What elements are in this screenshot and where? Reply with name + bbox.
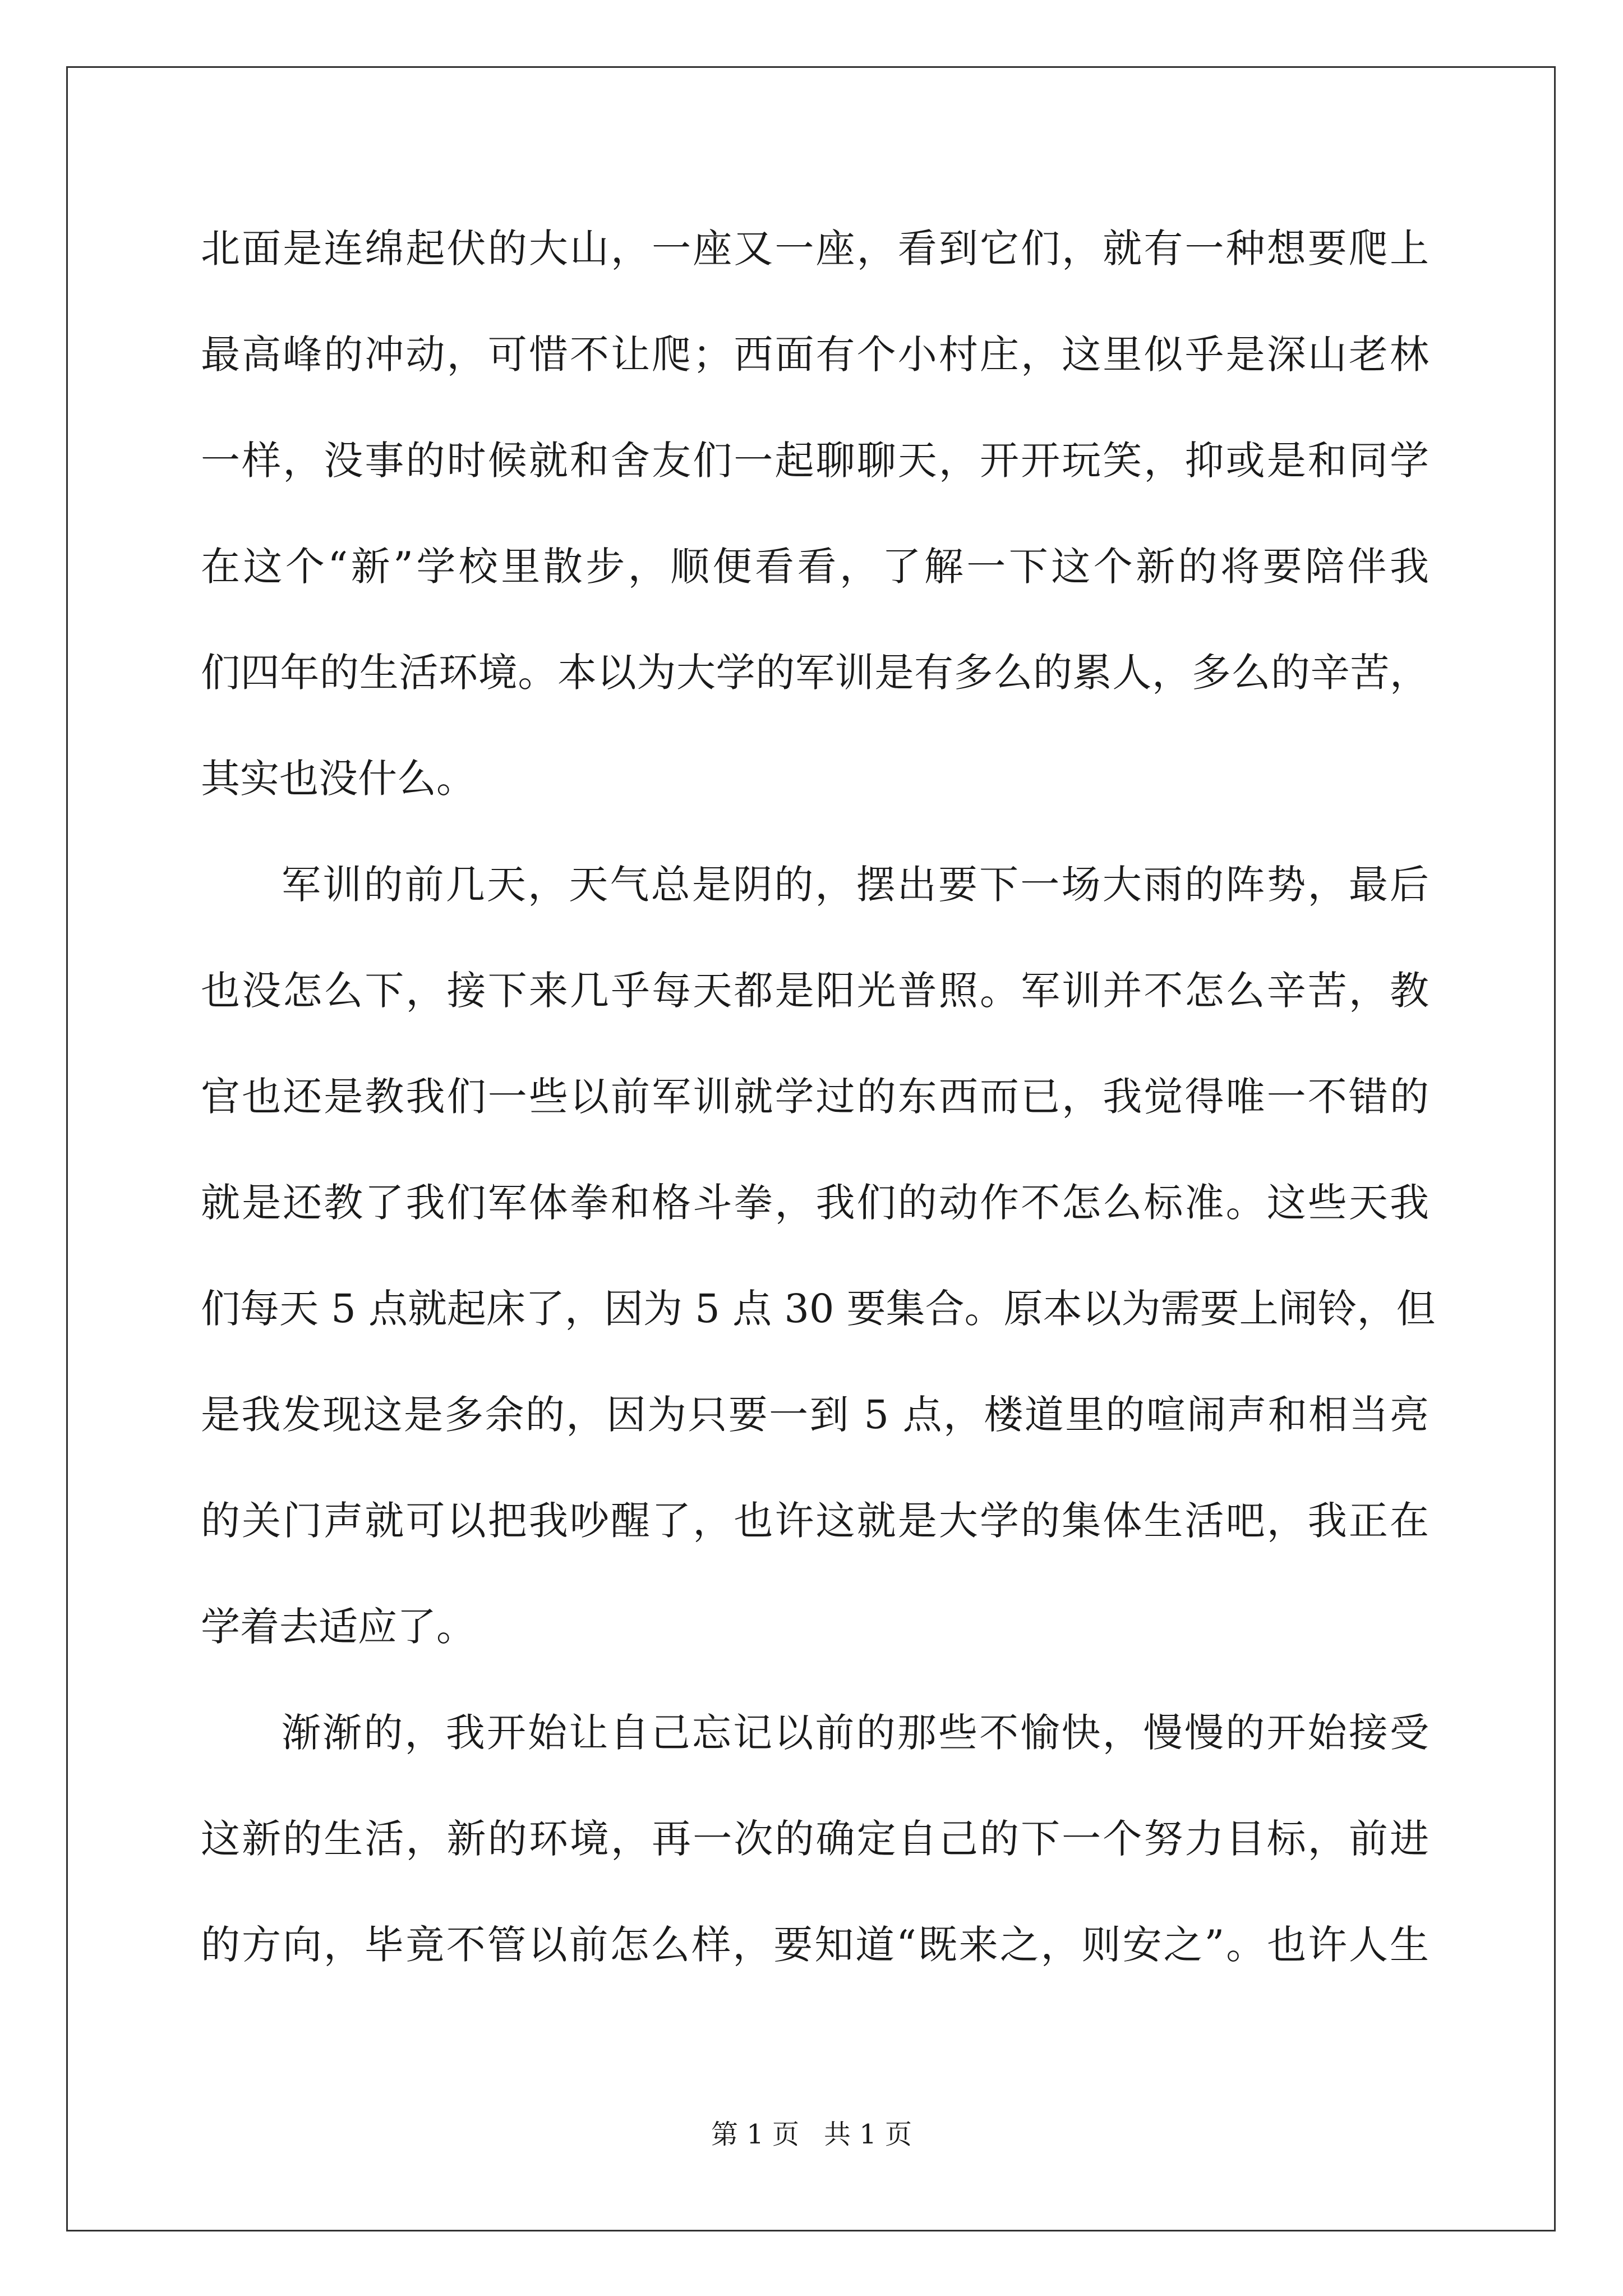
text-line: 是我发现这是多余的，因为只要一到 5 点，楼道里的喧闹声和相当亮	[201, 1392, 1429, 1438]
text-line: 也没怎么下，接下来几乎每天都是阳光普照。军训并不怎么辛苦，教	[201, 968, 1429, 1014]
text-line: 其实也没什么。	[201, 756, 476, 802]
total-pages: 共 1 页	[824, 2119, 912, 2150]
text-line: 最高峰的冲动，可惜不让爬；西面有个小村庄，这里似乎是深山老林	[201, 332, 1429, 378]
text-line: 官也还是教我们一些以前军训就学过的东西而已，我觉得唯一不错的	[201, 1074, 1429, 1120]
text-line: 渐渐的，我开始让自己忘记以前的那些不愉快，慢慢的开始接受	[282, 1710, 1429, 1756]
page-number: 第 1 页	[711, 2119, 799, 2150]
document-body	[201, 213, 1436, 2016]
text-line: 在这个“新”学校里散步，顺便看看，了解一下这个新的将要陪伴我	[201, 544, 1429, 590]
text-line: 这新的生活，新的环境，再一次的确定自己的下一个努力目标，前进	[201, 1816, 1429, 1862]
text-line: 们每天 5 点就起床了，因为 5 点 30 要集合。原本以为需要上闹铃，但	[201, 1286, 1436, 1332]
text-line: 北面是连绵起伏的大山，一座又一座，看到它们，就有一种想要爬上	[201, 226, 1429, 272]
text-line: 们四年的生活环境。本以为大学的军训是有多么的累人，多么的辛苦，	[201, 650, 1429, 696]
text-line: 就是还教了我们军体拳和格斗拳，我们的动作不怎么标准。这些天我	[201, 1180, 1429, 1226]
text-line: 学着去适应了。	[201, 1604, 476, 1650]
page-footer	[0, 2118, 1623, 2151]
text-line: 的方向，毕竟不管以前怎么样，要知道“既来之，则安之”。也许人生	[201, 1922, 1429, 1968]
text-line: 一样，没事的时候就和舍友们一起聊聊天，开开玩笑，抑或是和同学	[201, 438, 1429, 484]
text-line: 的关门声就可以把我吵醒了，也许这就是大学的集体生活吧，我正在	[201, 1498, 1429, 1544]
text-line: 军训的前几天，天气总是阴的，摆出要下一场大雨的阵势，最后	[282, 862, 1429, 908]
